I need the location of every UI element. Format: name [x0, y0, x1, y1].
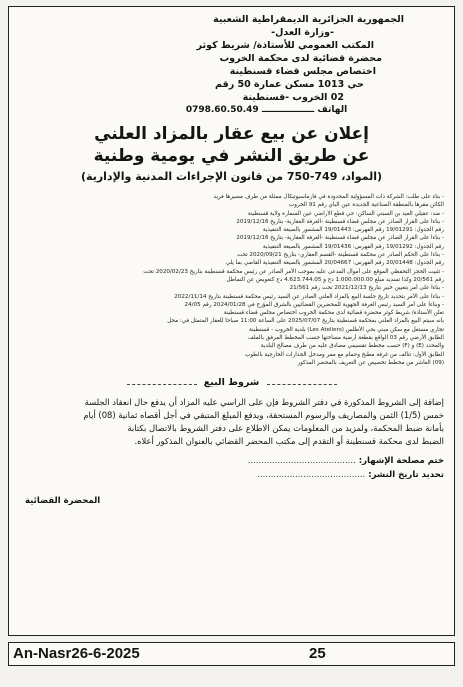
body-line: بأنه سيتم البيع بالمزاد العلني بمحكمة قسنطينة بتاريخ 2025/07/07 على الساعة 11:00 صباحا للعقار المتمثل في: محل: [167, 318, 444, 325]
phone-label: الهاتف: [317, 105, 348, 115]
phone-value: 0798.60.50.49: [185, 105, 259, 115]
header-phone: الهاتف ـــــــــــــــــ 0798.60.50.49: [185, 105, 348, 115]
service-stamp-row: [19, 454, 444, 468]
body-line: الطابق الأول: تتألف من غرفة مطبخ وحمام مع ممر ومدخل الجدارات الخارجية بالطوب: [245, 351, 444, 358]
body-line: الطابق الأرضي رقم 03 الواقع بقطعة أرضية مساحتها حسب المخطط المرفق بالملف: [248, 335, 444, 342]
header-line: الجمهورية الجزائرية الديمقراطية الشعبية: [213, 14, 404, 25]
newspaper-date: [13, 645, 140, 662]
body-line: تجاري مستغل مع سكن مبني بحي الأطلس (Les Ateliers) بلدية الخروب - قسنطينة: [249, 326, 444, 333]
notice-subtitle: (المواد، 749-750 من قانون الإجراءات المدنية والإدارية): [81, 170, 382, 183]
title-line-1: إعلان عن بيع عقار بالمزاد العلني: [94, 124, 369, 144]
body-line: - تثبيت الحجز التحفظي الموقع على أموال المدعى عليه بموجب الأمر الصادر عن رئيس محكمة قسنطينة بتاريخ 2020/02/23 تحت: [143, 268, 444, 275]
page-footer: [8, 642, 455, 666]
terms-line: إضافة إلى الشروط المذكورة في دفتر الشروط فإن على الراسي عليه المزاد أن يدفع حال انعقاد الجلسة: [84, 397, 444, 408]
body-line: رقم الجدول: 19/01292 رقم الفهرس: 19/01436 المشمور بالصيغة التنفيذية: [262, 243, 444, 250]
header-line: حي 1013 مسكن عمارة 50 رقم: [215, 79, 364, 90]
newspaper-name: An-Nasr: [13, 645, 72, 662]
body-line: - بناء على طلب: الشركة ذات المسؤولية المحدودة في فارماسيوتيكال ممثلة من طرف مسيرها فريد: [213, 194, 444, 200]
body-line: - بناءا على الحكم الصادر عن محكمة قسنطينة -القسم العقاري- بتاريخ 2020/09/21 تحت: [236, 252, 444, 259]
body-line: الكائن مقرها بالمنطقة الصناعية الجديدة عين الباي رقم 91 الخروب: [289, 202, 444, 209]
body-line: - بناءا على الأمر بتحديد تاريخ جلسة البيع بالمزاد العلني الصادر عن السيد رئيس محكمة قسنطينة بتاريخ 2022/11/14: [174, 293, 444, 300]
service-stamp-label: ختم مصلحة الإشهار:: [358, 456, 444, 467]
notice-body: [19, 193, 444, 367]
body-line: رقم الجدول: 20/01448 رقم الفهرس: 20/04667 المشمور بالصيغة التنفيذية القاضي بما يلي: [225, 260, 444, 267]
terms-line: خمس (1/5) الثمن والمصاريف والرسوم المستحقة، ويدفع المبلغ المتبقي في أجل أقصاه ثمانية (08) أيام: [83, 410, 444, 421]
body-line: (09) العاشر من مخطط تخصيص عن التعريف بالمحضر المذكور: [297, 359, 444, 366]
body-line: تعلن الأستاذة/ شريط كوثر محضرة قضائية لدى محكمة الخروب اختصاص مجلس قضاء قسنطينة: [223, 310, 444, 317]
issue-date: 26-6-2025: [71, 645, 140, 662]
auction-notice: [8, 6, 455, 636]
body-line: رقم الجدول: 19/01291 رقم الفهرس: 19/01443 المشمور بالصيغة التنفيذية: [262, 227, 444, 234]
terms-heading: شروط البيع: [127, 377, 337, 388]
service-stamp-dots: ........................................: [247, 456, 356, 467]
title-line-2: عن طريق النشر في يومية وطنية: [93, 146, 370, 166]
body-line: - ضد: عقيلي العيد بن السبتي الساكن: حي قطع الأراضي عين السمارة ولاية قسنطينة: [247, 210, 444, 217]
notice-header: [19, 13, 444, 117]
header-line: اختصاص مجلس قضاء قسنطينة: [229, 66, 376, 77]
body-line: والمحدد (E) و (F) حسب مخطط تقسيمي مصادق عليه من طرف مصالح البلدية: [260, 343, 444, 350]
bailiff-signature: المحضرة القضائية: [25, 496, 101, 507]
terms-line: الضبط لدى محكمة قسنطينة أو التقدم إلى مكتب المحضر القضائي بالعنوان المذكور أعلاه.: [134, 436, 444, 447]
body-line: - بناءا على القرار الصادر عن مجلس قضاء قسنطينة -الغرفة العقارية- بتاريخ 2019/12/16: [236, 235, 444, 242]
header-line: 02 الخروب -قسنطينة: [242, 92, 344, 103]
publication-date-dots: ........................................: [257, 470, 366, 481]
header-line: المكتب العمومي للأستاذة/ شريط كوثر: [196, 40, 374, 51]
publication-date-label: تحديد تاريخ النشر:: [368, 470, 444, 481]
body-line: - وبناءا على أمر السيد رئيس الغرفة الجهوية للمحضرين القضائيين بالشرق المؤرخ في 2024/01/28 رقم 24/05: [184, 301, 444, 308]
page-number: 25: [309, 645, 326, 662]
publication-date-row: [19, 468, 444, 482]
body-line: رقم 20/561 وكذا تسديد مبلغ 1.000.000.00 دج و 4.623.744.05 دج كتعويض عن التماطل: [226, 276, 444, 283]
publication-fields: [19, 454, 444, 482]
body-line: - بناءا على القرار الصادر عن مجلس قضاء قسنطينة -الغرفة العقارية- بتاريخ 2019/12/16: [236, 218, 444, 225]
notice-title: [19, 123, 444, 167]
header-line: -وزارة العدل-: [271, 27, 334, 38]
scan-margin: [0, 670, 463, 687]
terms-line: بأمانة ضبط المحكمة، ولمزيد من المعلومات يمكن الاطلاع على دفتر الشروط بالاتصال بكتابة: [127, 423, 444, 434]
header-line: محضرة قضائية لدى محكمة الخروب: [219, 53, 382, 64]
body-line: - بناءا على أمر بتعيين خبير بتاريخ 2021/12/13 تحت رقم 21/561: [289, 285, 444, 292]
terms-body: [19, 396, 444, 448]
